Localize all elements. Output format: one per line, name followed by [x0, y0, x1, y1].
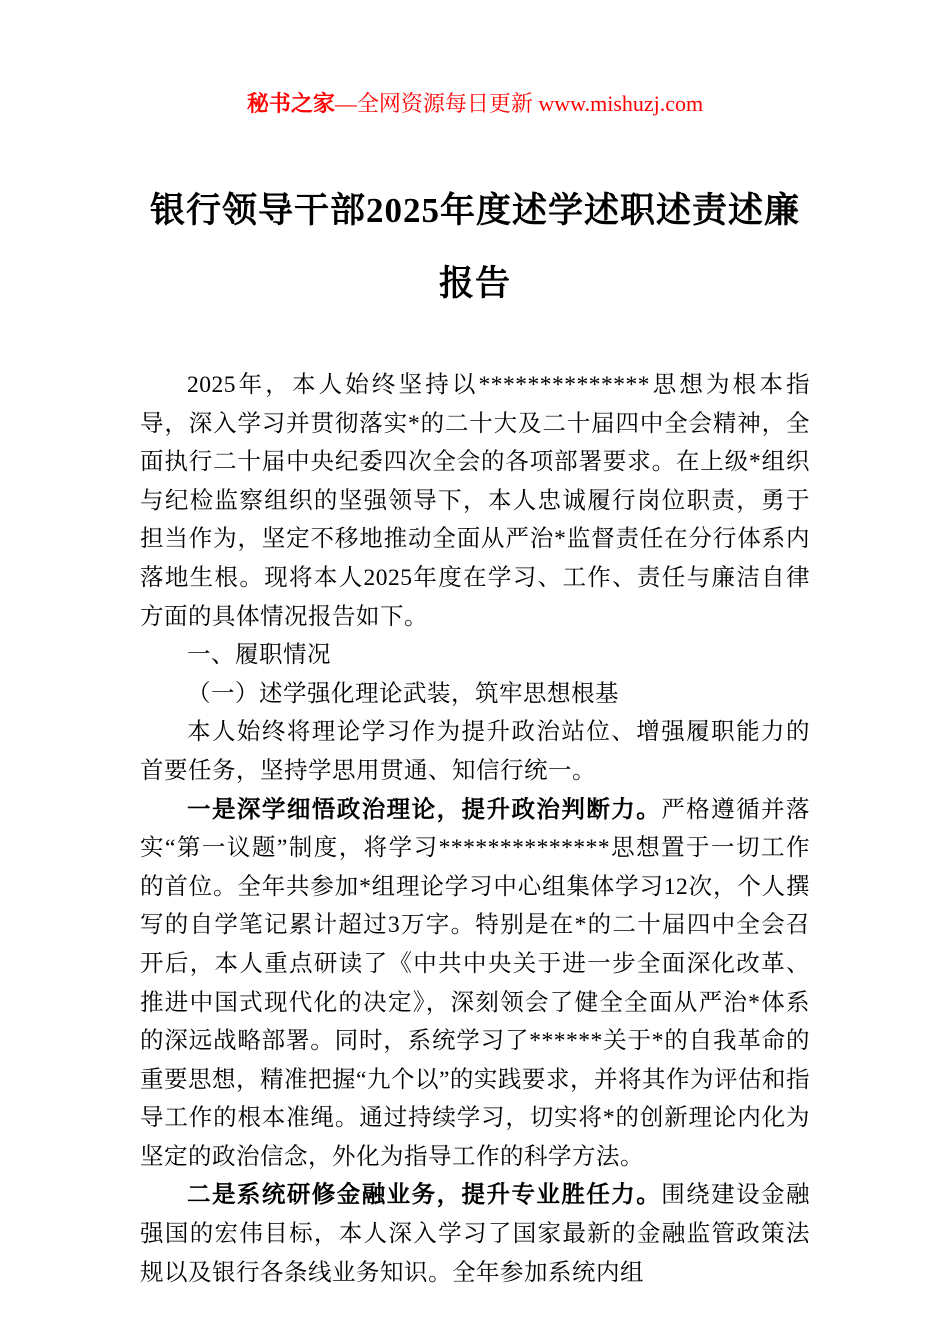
site-header [140, 90, 810, 118]
site-brand: 秘书之家 [246, 91, 335, 116]
paragraph-text: 一、履职情况 [187, 642, 331, 669]
paragraph-lead: 一是深学细悟政治理论，提升政治判断力。 [187, 796, 662, 823]
paragraph-text: 严格遵循并落实“第一议题”制度，将学习**************思想置于一切工作的首位。全年共参加*组理论学习中心组集体学习12次，个人撰写的自学笔记累计超过3万字。特别是在*的二十届四中全会召开后，本人重点研读了《中共中央关于进一步全面深化改革、推进中国式现代化的决定》，深刻领会了健全全面从严治*体系的深远战略部署。同时，系统学习了******关于*的自我革命的重要思想，精准把握“九个以”的实践要求，并将其作为评估和指导工作的根本准绳。通过持续学习，切实将*的创新理论内化为坚定的政治信念，外化为指导工作的科学方法。 [140, 796, 811, 1170]
body-paragraph [140, 1176, 810, 1292]
site-tagline: —全网资源每日更新 [334, 91, 539, 116]
document-body [140, 366, 810, 1292]
document-title: 银行领导干部2025年度述学述职述责述廉报告 [149, 191, 800, 303]
paragraph-text: 2025年，本人始终坚持以**************思想为根本指导，深入学习并贯彻落实*的二十大及二十届四中全会精神，全面执行二十届中央纪委四次全会的各项部署要求。在上级*组织与纪检监察组织的坚强领导下，本人忠诚履行岗位职责，勇于担当作为，坚定不移地推动全面从严治*监督责任在分行体系内落地生根。现将本人2025年度在学习、工作、责任与廉洁自律方面的具体情况报告如下。 [140, 372, 810, 630]
body-paragraph [140, 713, 810, 790]
body-paragraph [140, 791, 810, 1177]
paragraph-lead: 二是系统研修金融业务，提升专业胜任力。 [187, 1182, 662, 1209]
site-url[interactable]: www.mishuzj.com [538, 91, 704, 116]
paragraph-text: （一）述学强化理论武装，筑牢思想根基 [187, 680, 619, 707]
subsection-heading [140, 675, 810, 714]
paragraph-text: 围绕建设金融强国的宏伟目标，本人深入学习了国家最新的金融监管政策法规以及银行各条线业务知识。全年参加系统内组 [140, 1182, 811, 1286]
section-heading [140, 636, 810, 675]
paragraph-text: 本人始终将理论学习作为提升政治站位、增强履职能力的首要任务，坚持学思用贯通、知信行统一。 [140, 719, 810, 784]
body-paragraph [140, 366, 810, 636]
